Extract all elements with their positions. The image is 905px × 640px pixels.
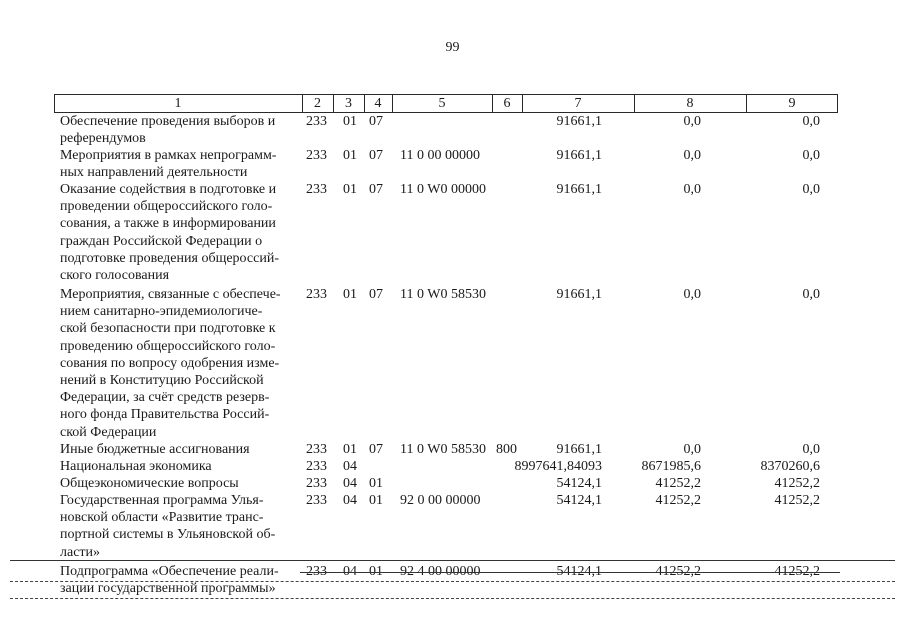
- page-number: 99: [445, 40, 460, 55]
- row-name: Подпрограмма «Обеспечение реали- зации государственной программы»: [60, 564, 279, 597]
- row-value-8: 41252,2: [655, 564, 701, 579]
- page-rule: [10, 560, 895, 561]
- row-code-5: 11 0 W0 00000: [400, 182, 486, 197]
- row-code-4: 01: [369, 476, 383, 491]
- page-rule-dashed: [10, 581, 895, 582]
- row-value-7: 54124,1: [556, 564, 602, 579]
- row-value-9: 0,0: [802, 287, 820, 302]
- row-name: Государственная программа Улья- новской области «Развитие транс- портной системы в Ульяновской об- ласти»: [60, 493, 276, 560]
- row-value-9: 0,0: [802, 148, 820, 163]
- row-value-9: 41252,2: [774, 564, 820, 579]
- row-code-6: 800: [496, 442, 517, 457]
- row-value-8: 0,0: [683, 148, 701, 163]
- row-code-3: 01: [343, 287, 357, 302]
- column-header-2: 2: [314, 96, 321, 111]
- row-value-8: 0,0: [683, 182, 701, 197]
- row-code-3: 04: [343, 459, 357, 474]
- row-code-4: 07: [369, 287, 383, 302]
- strike-line: [300, 572, 840, 573]
- row-name: Оказание содействия в подготовке и проведении общероссийского голо- сования, а также в информировании граждан Российской Федерации о подготовке проведения общероссий- ского голосования: [60, 182, 279, 284]
- row-value-9: 0,0: [802, 182, 820, 197]
- row-value-8: 8671985,6: [641, 459, 701, 474]
- column-header-6: 6: [503, 96, 511, 111]
- row-value-7: 91661,1: [556, 442, 602, 457]
- row-code-3: 04: [343, 493, 357, 508]
- row-code-3: 01: [343, 182, 357, 197]
- row-code-3: 01: [343, 148, 357, 163]
- row-value-9: 0,0: [802, 442, 820, 457]
- row-value-8: 41252,2: [655, 493, 701, 508]
- row-code-4: 01: [369, 493, 383, 508]
- row-code-2: 233: [306, 287, 327, 302]
- row-value-7: 54124,1: [556, 476, 602, 491]
- row-code-2: 233: [306, 476, 327, 491]
- row-value-8: 0,0: [683, 114, 701, 129]
- row-code-3: 01: [343, 114, 357, 129]
- row-value-8: 0,0: [683, 287, 701, 302]
- column-header-5: 5: [438, 96, 446, 111]
- row-value-7: 91661,1: [556, 148, 602, 163]
- row-code-4: 07: [369, 114, 383, 129]
- row-name: Общеэкономические вопросы: [60, 476, 239, 491]
- row-value-8: 41252,2: [655, 476, 701, 491]
- row-code-3: 04: [343, 476, 357, 491]
- row-code-3: 01: [343, 442, 357, 457]
- row-name: Иные бюджетные ассигнования: [60, 442, 250, 457]
- column-header-9: 9: [788, 96, 796, 111]
- row-code-4: 01: [369, 564, 383, 579]
- row-code-5: 11 0 W0 58530: [400, 287, 486, 302]
- row-code-5: 92 0 00 00000: [400, 493, 481, 508]
- row-value-9: 41252,2: [774, 476, 820, 491]
- column-header-7: 7: [574, 96, 582, 111]
- column-header-8: 8: [686, 96, 694, 111]
- row-value-7: 91661,1: [556, 287, 602, 302]
- column-header-3: 3: [345, 96, 352, 111]
- row-code-2: 233: [306, 493, 327, 508]
- column-header-4: 4: [374, 96, 382, 111]
- row-name: Обеспечение проведения выборов и референдумов: [60, 114, 276, 147]
- row-value-7: 91661,1: [556, 182, 602, 197]
- page-rule-dashed: [10, 598, 895, 599]
- row-name: Мероприятия, связанные с обеспече- нием санитарно-эпидемиологиче- ской безопасности при подготовке к проведению общероссийского голо- сования по вопросу одобрения изме- нений в Конституцию Российской Федерации, за счёт средств резерв- ного фонда Правительства Россий- ской Федерации: [60, 287, 281, 440]
- row-value-8: 0,0: [683, 442, 701, 457]
- row-value-7: 91661,1: [556, 114, 602, 129]
- row-name: Национальная экономика: [60, 459, 212, 474]
- row-value-9: 8370260,6: [760, 459, 820, 474]
- row-code-4: 07: [369, 182, 383, 197]
- column-header-1: 1: [174, 96, 182, 111]
- row-value-9: 0,0: [802, 114, 820, 129]
- row-name: Мероприятия в рамках непрограмм- ных направлений деятельности: [60, 148, 277, 181]
- row-code-3: 04: [343, 564, 357, 579]
- row-code-5: 92 4 00 00000: [400, 564, 481, 579]
- row-code-2: 233: [306, 182, 327, 197]
- row-value-9: 41252,2: [774, 493, 820, 508]
- row-code-2: 233: [306, 114, 327, 129]
- row-code-2: 233: [306, 459, 327, 474]
- table-header: [54, 94, 838, 113]
- row-code-4: 07: [369, 442, 383, 457]
- row-code-5: 11 0 00 00000: [400, 148, 480, 163]
- row-code-2: 233: [306, 564, 327, 579]
- row-code-2: 233: [306, 148, 327, 163]
- row-code-2: 233: [306, 442, 327, 457]
- row-value-7: 54124,1: [556, 493, 602, 508]
- row-value-7: 8997641,84093: [514, 459, 602, 474]
- row-code-4: 07: [369, 148, 383, 163]
- row-code-5: 11 0 W0 58530: [400, 442, 486, 457]
